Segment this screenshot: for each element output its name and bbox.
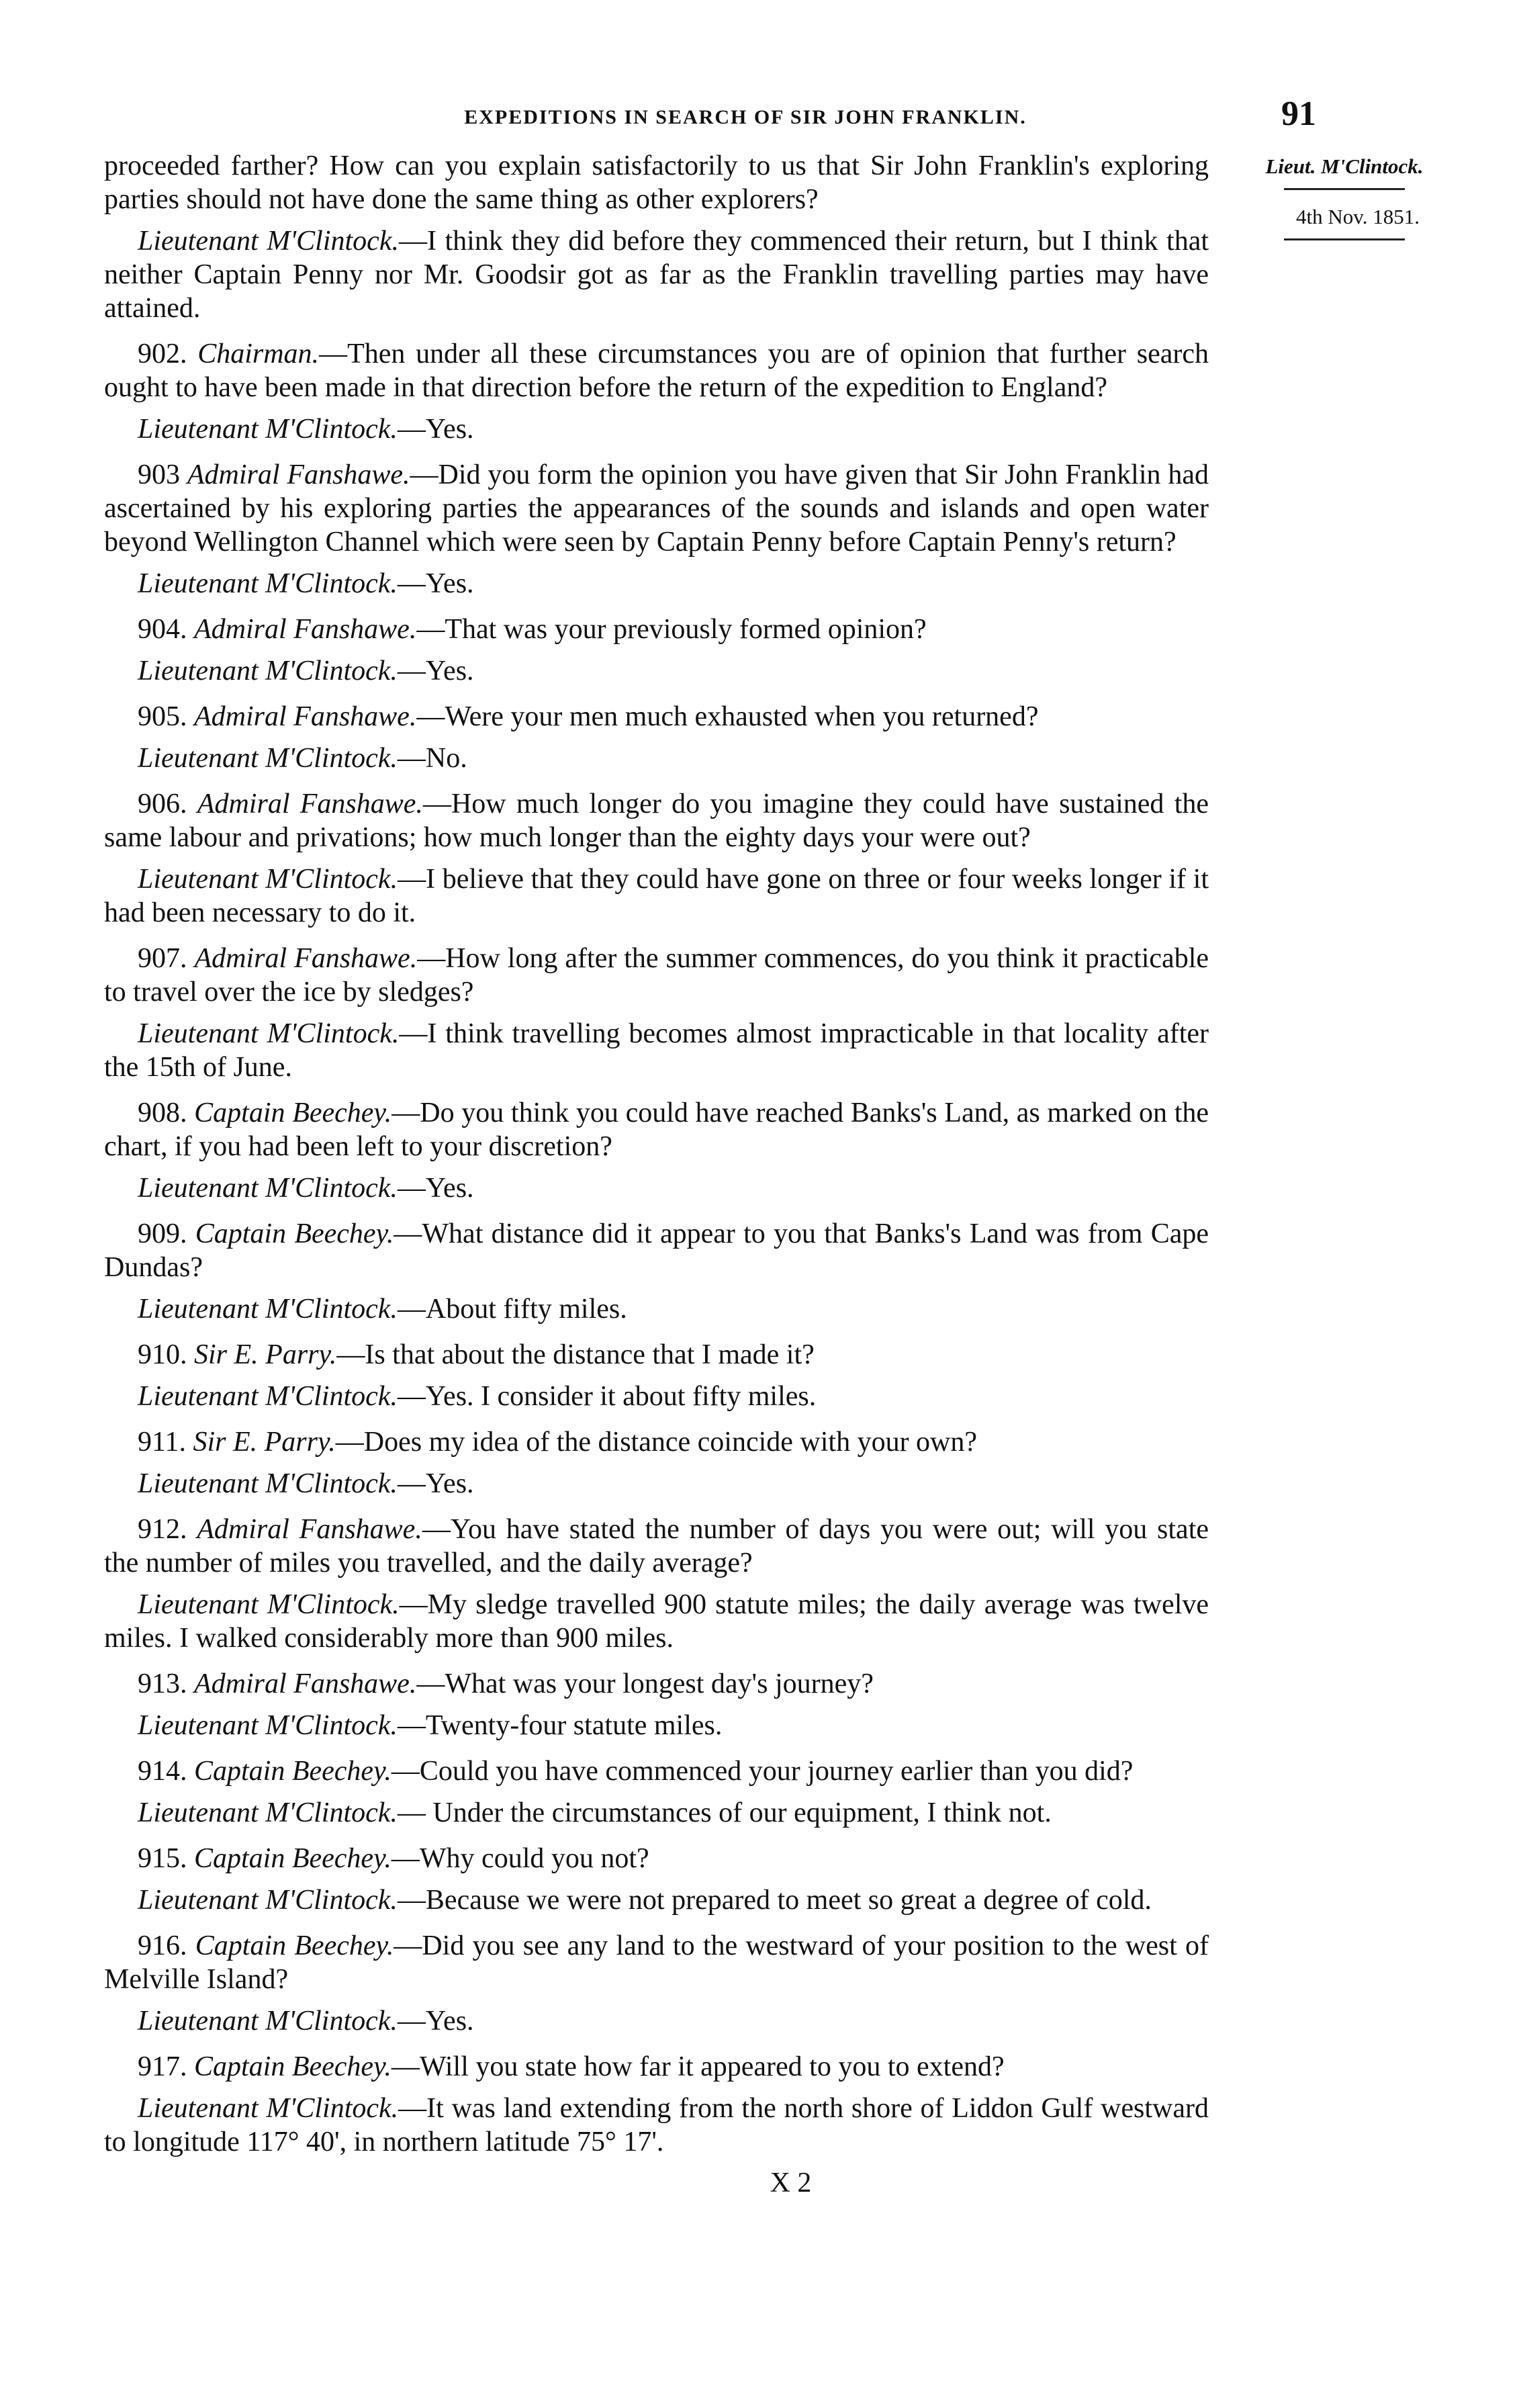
testimony-text: —Is that about the distance that I made it? [336,1339,815,1370]
speaker-name: Lieutenant M'Clintock. [138,1294,398,1325]
speaker-name: Lieutenant M'Clintock. [138,1797,398,1828]
margin-note [1224,154,1465,240]
speaker-name: Lieutenant M'Clintock. [138,2093,399,2124]
speaker-name: Lieutenant M'Clintock. [138,1710,398,1741]
testimony-text: —My sledge travelled 900 statute miles; the daily average was twelve miles. I walked considerably more than 900 miles. [104,1589,1209,1654]
speaker-name: Lieutenant M'Clintock. [138,568,398,599]
testimony-text: —Will you state how far it appeared to you to extend? [391,2051,1005,2082]
margin-date: 4th Nov. 1851. [1296,205,1420,228]
page-header [107,95,1424,154]
speaker-name: Captain Beechey. [195,1930,394,1961]
question-number: 903 [138,459,187,490]
question-number: 913. [138,1668,194,1699]
answer-paragraph [104,1588,1209,1655]
testimony-text: —Then under all these circumstances you are of opinion that further search ought to have been made in that direction before the return of the expedition to England? [104,339,1209,403]
testimony-text: —Yes. [397,568,474,599]
question-paragraph [104,1754,1209,1788]
question-paragraph [104,1338,1209,1372]
page-number: 91 [1281,95,1316,133]
answer-paragraph [104,1796,1209,1830]
question-number: 910. [138,1339,194,1370]
question-number: 905. [138,701,194,732]
question-number: 902. [138,339,198,369]
testimony-text: —What distance did it appear to you that Banks's Land was from Cape Dundas? [104,1218,1209,1283]
answer-paragraph [104,742,1209,775]
testimony-text: — Under the circumstances of our equipment, I think not. [397,1797,1052,1828]
testimony-text: proceeded farther? How can you explain satisfactorily to us that Sir John Franklin's exploring parties should not have done the same thing as other explorers? [104,150,1209,215]
speaker-name: Lieutenant M'Clintock. [138,1173,398,1204]
testimony-text: —Yes. [397,656,474,686]
answer-paragraph [104,1467,1209,1501]
answer-paragraph [104,224,1209,325]
speaker-name: Sir E. Parry. [194,1339,337,1370]
speaker-name: Lieutenant M'Clintock. [138,743,398,774]
margin-rule-bottom [1284,238,1405,240]
signature-mark: X 2 [770,2168,812,2198]
testimony-text: —Yes. I consider it about fifty miles. [397,1381,817,1412]
testimony-text: —I think they did before they commenced their return, but I think that neither Captain Penny nor Mr. Goodsir got as far as the Franklin travelling parties may have attained. [104,226,1209,324]
answer-paragraph [104,862,1209,930]
speaker-name: Lieutenant M'Clintock. [138,2006,398,2037]
speaker-name: Captain Beechey. [194,2051,391,2082]
answer-paragraph [104,2004,1209,2038]
speaker-name: Lieutenant M'Clintock. [138,1018,400,1049]
answer-paragraph [104,2092,1209,2159]
speaker-name: Captain Beechey. [194,1843,391,1874]
speaker-name: Admiral Fanshawe. [194,1668,417,1699]
testimony-text: —Did you see any land to the westward of your position to the west of Melville Island? [104,1930,1209,1995]
testimony-text: —Yes. [397,2006,474,2037]
question-number: 912. [138,1514,197,1545]
speaker-name: Admiral Fanshawe. [194,614,417,645]
question-number: 914. [138,1756,194,1787]
question-number: 916. [138,1930,195,1961]
running-title: EXPEDITIONS IN SEARCH OF SIR JOHN FRANKLIN. [464,106,1027,128]
speaker-name: Admiral Fanshawe. [197,789,423,819]
speaker-name: Chairman. [197,339,320,369]
question-paragraph [104,1513,1209,1580]
question-paragraph [104,787,1209,854]
question-paragraph [104,2050,1209,2084]
question-paragraph [104,1217,1209,1284]
speaker-name: Admiral Fanshawe. [194,701,417,732]
answer-paragraph [104,1883,1209,1917]
question-paragraph [104,1929,1209,1996]
question-number: 907. [138,943,195,974]
question-number: 908. [138,1098,195,1128]
speaker-name: Captain Beechey. [194,1756,391,1787]
question-number: 911. [138,1427,193,1458]
testimony-body [104,149,1209,2171]
testimony-text: —No. [397,743,467,774]
answer-paragraph [104,654,1209,688]
testimony-text: —Yes. [397,1173,474,1204]
question-number: 915. [138,1843,194,1874]
speaker-name: Lieutenant M'Clintock. [138,864,398,895]
speaker-name: Lieutenant M'Clintock. [138,1468,398,1499]
margin-witness: Lieut. M'Clintock. [1265,154,1424,178]
testimony-text: —What was your longest day's journey? [416,1668,874,1699]
testimony-text: —How long after the summer commences, do you think it practicable to travel over the ice by sledges? [104,943,1209,1008]
question-paragraph [104,458,1209,559]
question-paragraph [104,1667,1209,1701]
question-number: 909. [138,1218,195,1249]
testimony-text: —Does my idea of the distance coincide with your own? [335,1427,978,1458]
testimony-text: —You have stated the number of days you were out; will you state the number of miles you travelled, and the daily average? [104,1514,1209,1578]
answer-paragraph [104,1292,1209,1326]
testimony-text: —How much longer do you imagine they could have sustained the same labour and privations; how much longer than the eighty days your were out? [104,789,1209,853]
testimony-text: —Yes. [397,1468,474,1499]
question-number: 917. [138,2051,194,2082]
answer-paragraph [104,149,1209,216]
speaker-name: Lieutenant M'Clintock. [138,656,398,686]
testimony-text: —I believe that they could have gone on three or four weeks longer if it had been necessary to do it. [104,864,1209,928]
testimony-text: —Twenty-four statute miles. [397,1710,723,1741]
answer-paragraph [104,412,1209,446]
testimony-text: —I think travelling becomes almost impracticable in that locality after the 15th of June. [104,1018,1209,1083]
speaker-name: Captain Beechey. [195,1218,394,1249]
speaker-name: Admiral Fanshawe. [187,459,410,490]
speaker-name: Lieutenant M'Clintock. [138,1885,398,1916]
question-paragraph [104,337,1209,404]
speaker-name: Lieutenant M'Clintock. [138,1589,400,1620]
testimony-text: —Were your men much exhausted when you returned? [416,701,1039,732]
testimony-text: —Could you have commenced your journey earlier than you did? [391,1756,1134,1787]
question-paragraph [104,942,1209,1009]
question-number: 906. [138,789,197,819]
testimony-text: —Why could you not? [391,1843,649,1874]
answer-paragraph [104,1171,1209,1205]
answer-paragraph [104,1709,1209,1742]
answer-paragraph [104,1017,1209,1084]
speaker-name: Lieutenant M'Clintock. [138,226,399,257]
speaker-name: Sir E. Parry. [193,1427,336,1458]
speaker-name: Lieutenant M'Clintock. [138,1381,398,1412]
testimony-text: —Because we were not prepared to meet so great a degree of cold. [397,1885,1152,1916]
answer-paragraph [104,567,1209,600]
testimony-text: —Did you form the opinion you have given that Sir John Franklin had ascertained by his exploring parties the appearances of the sounds and islands and open water beyond Wellington Channel which were seen by Captain Penny before Captain Penny's return? [104,459,1209,558]
answer-paragraph [104,1380,1209,1413]
question-number: 904. [138,614,194,645]
question-paragraph [104,1842,1209,1875]
margin-rule [1284,188,1405,190]
speaker-name: Admiral Fanshawe. [197,1514,422,1545]
testimony-text: —Do you think you could have reached Banks's Land, as marked on the chart, if you had been left to your discretion? [104,1098,1209,1162]
speaker-name: Admiral Fanshawe. [194,943,418,974]
testimony-text: —About fifty miles. [397,1294,627,1325]
speaker-name: Captain Beechey. [194,1098,392,1128]
testimony-text: —That was your previously formed opinion? [416,614,927,645]
question-paragraph [104,613,1209,646]
question-paragraph [104,1425,1209,1459]
question-paragraph [104,1096,1209,1163]
speaker-name: Lieutenant M'Clintock. [138,414,398,445]
question-paragraph [104,700,1209,733]
testimony-text: —Yes. [397,414,474,445]
testimony-text: —It was land extending from the north shore of Liddon Gulf westward to longitude 117° 40', in northern latitude 75° 17'. [104,2093,1209,2157]
